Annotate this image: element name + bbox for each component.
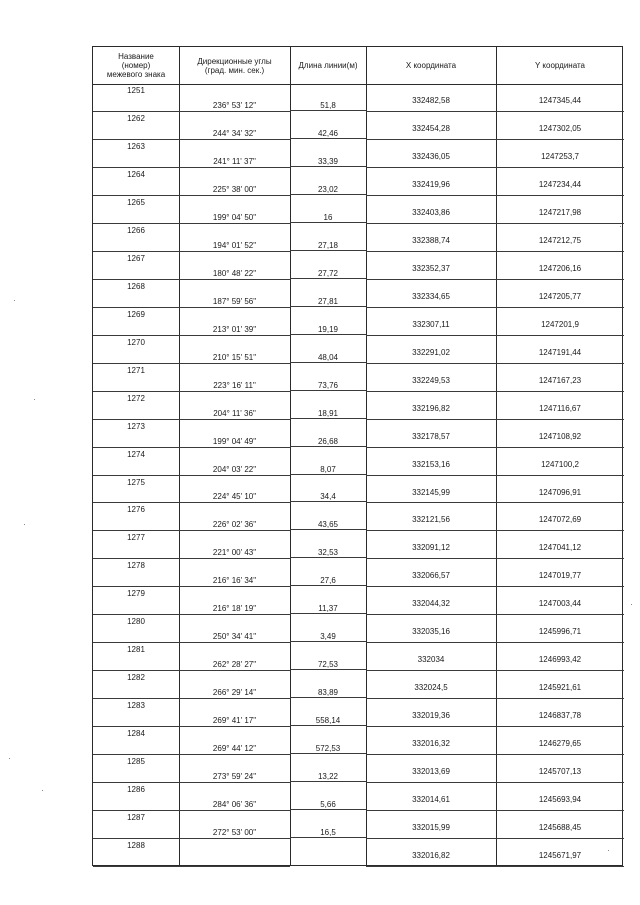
- row-divider: [93, 279, 290, 280]
- y-coordinate: 1247019,77: [538, 571, 582, 581]
- y-coordinate: 1247116,67: [539, 403, 581, 413]
- y-coordinate: 1247302,05: [538, 123, 582, 133]
- direction-angle: 244° 34' 32": [212, 128, 257, 138]
- line-length: 11,37: [318, 604, 338, 614]
- line-length: 3,49: [320, 632, 336, 642]
- line-length: 27,81: [317, 296, 339, 306]
- y-coordinate: 1247096,91: [538, 487, 582, 497]
- x-coordinate: 332388,74: [412, 235, 450, 245]
- x-coordinate: 332024,5: [414, 683, 448, 693]
- x-coordinate: 332403,86: [412, 207, 450, 217]
- column-divider: [179, 47, 180, 865]
- row-divider: [366, 698, 624, 699]
- direction-angle: 250° 34' 41": [212, 632, 257, 642]
- scan-speck: [631, 604, 632, 605]
- row-divider: [93, 391, 290, 392]
- row-divider: [366, 502, 624, 503]
- mark-name: 1273: [127, 421, 145, 431]
- row-divider: [93, 195, 290, 196]
- direction-angle: 241° 11' 37": [213, 156, 256, 166]
- mark-name: 1264: [127, 169, 145, 179]
- mark-name: 1274: [127, 449, 145, 459]
- row-divider: [366, 726, 624, 727]
- y-coordinate: 1247100,2: [541, 459, 579, 469]
- mark-name: 1285: [127, 757, 145, 767]
- line-length: 16,5: [320, 828, 336, 838]
- mark-name: 1268: [127, 281, 145, 291]
- mark-name: 1271: [127, 365, 145, 375]
- row-divider: [93, 810, 290, 811]
- scan-speck: [14, 300, 15, 301]
- row-divider: [366, 586, 624, 587]
- scan-speck: [620, 226, 621, 227]
- column-divider: [290, 47, 291, 865]
- x-coordinate: 332145,99: [412, 487, 450, 497]
- y-coordinate: 1247072,69: [538, 515, 582, 525]
- y-coordinate: 1245996,71: [538, 627, 582, 637]
- direction-angle: 216° 18' 19": [212, 604, 257, 614]
- row-divider: [93, 139, 290, 140]
- x-coordinate: 332419,96: [412, 179, 450, 189]
- y-coordinate: 1247234,44: [538, 179, 582, 189]
- row-divider: [93, 111, 290, 112]
- row-divider: [366, 810, 624, 811]
- direction-angle: 226° 02' 36": [212, 520, 257, 530]
- x-coordinate: 332091,12: [412, 543, 450, 553]
- y-coordinate: 1247041,12: [538, 543, 582, 553]
- line-length: 27,18: [317, 240, 339, 250]
- row-divider: [366, 419, 624, 420]
- direction-angle: 273° 59' 24": [212, 772, 257, 782]
- x-coordinate: 332019,36: [412, 711, 450, 721]
- direction-angle: 204° 11' 36": [213, 408, 256, 418]
- mark-name: 1279: [127, 589, 145, 599]
- row-divider: [93, 167, 290, 168]
- y-coordinate: 1247253,7: [541, 151, 579, 161]
- y-coordinate: 1247205,77: [538, 291, 582, 301]
- x-coordinate: 332307,11: [412, 319, 450, 329]
- x-coordinate: 332066,57: [412, 571, 450, 581]
- line-length: 72,53: [317, 660, 339, 670]
- row-divider: [366, 139, 624, 140]
- line-length: 34,4: [320, 492, 336, 502]
- x-coordinate: 332016,32: [412, 739, 450, 749]
- x-coordinate: 332013,69: [412, 767, 450, 777]
- mark-name: 1267: [127, 253, 145, 263]
- scan-speck: [34, 399, 35, 400]
- row-divider: [93, 530, 290, 531]
- scan-speck: [42, 790, 43, 791]
- row-divider: [93, 782, 290, 783]
- row-divider: [93, 586, 290, 587]
- row-divider: [366, 167, 624, 168]
- row-divider: [366, 530, 624, 531]
- x-coordinate: 332334,65: [412, 291, 450, 301]
- line-length: 32,53: [317, 548, 339, 558]
- header-direction-angle: Дирекционные углы (град. мин. сек.): [197, 56, 272, 75]
- direction-angle: 236° 53' 12": [212, 100, 257, 110]
- header-y-coordinate: Y координата: [534, 61, 586, 70]
- row-divider: [93, 223, 290, 224]
- row-divider: [93, 754, 290, 755]
- row-divider: [366, 614, 624, 615]
- mark-name: 1286: [127, 785, 145, 795]
- y-coordinate: 1247108,92: [538, 431, 582, 441]
- mark-name: 1262: [127, 113, 145, 123]
- x-coordinate: 332454,28: [412, 123, 450, 133]
- row-divider: [366, 363, 624, 364]
- x-coordinate: 332153,16: [412, 459, 450, 469]
- mark-name: 1282: [127, 673, 145, 683]
- row-divider: [366, 558, 624, 559]
- y-coordinate: 1246279,65: [538, 739, 582, 749]
- mark-name: 1287: [127, 813, 145, 823]
- direction-angle: 213° 01' 39": [212, 324, 257, 334]
- direction-angle: 180° 48' 22": [212, 268, 257, 278]
- y-coordinate: 1246837,78: [538, 711, 582, 721]
- y-coordinate: 1245688,45: [538, 823, 582, 833]
- mark-name: 1270: [127, 337, 145, 347]
- x-coordinate: 332352,37: [412, 263, 450, 273]
- direction-angle: 272° 53' 00": [212, 828, 257, 838]
- row-divider: [93, 698, 290, 699]
- header-mark-name: Название (номер) межевого знака: [106, 52, 166, 79]
- direction-angle: 199° 04' 49": [212, 436, 257, 446]
- mark-name: 1280: [127, 617, 145, 627]
- y-coordinate: 1247217,98: [538, 207, 582, 217]
- row-divider: [93, 475, 290, 476]
- scan-speck: [608, 850, 609, 851]
- x-coordinate: 332035,16: [412, 627, 450, 637]
- y-coordinate: 1247191,44: [538, 347, 582, 357]
- mark-name: 1278: [127, 561, 145, 571]
- row-divider: [366, 866, 624, 867]
- y-coordinate: 1245671,97: [538, 851, 582, 861]
- mark-name: 1283: [127, 701, 145, 711]
- row-divider: [93, 447, 290, 448]
- x-coordinate: 332178,57: [412, 431, 450, 441]
- row-divider: [366, 670, 624, 671]
- y-coordinate: 1245707,13: [538, 767, 582, 777]
- line-length: 572,53: [315, 744, 341, 754]
- direction-angle: 221° 00' 43": [212, 548, 257, 558]
- line-length: 42,46: [317, 128, 339, 138]
- row-divider: [366, 195, 624, 196]
- row-divider: [93, 335, 290, 336]
- row-divider: [93, 419, 290, 420]
- direction-angle: 187° 59' 56": [212, 296, 257, 306]
- mark-name: 1263: [127, 141, 145, 151]
- direction-angle: 223° 16' 11": [213, 380, 256, 390]
- line-length: 18,91: [317, 408, 339, 418]
- y-coordinate: 1247206,16: [538, 263, 582, 273]
- direction-angle: 194° 01' 52": [212, 240, 257, 250]
- mark-name: 1281: [127, 645, 145, 655]
- x-coordinate: 332044,32: [412, 599, 450, 609]
- row-divider: [366, 307, 624, 308]
- direction-angle: 262° 28' 27": [212, 660, 257, 670]
- line-length: 73,76: [317, 380, 339, 390]
- y-coordinate: 1246993,42: [538, 655, 582, 665]
- y-coordinate: 1247345,44: [538, 96, 582, 105]
- row-divider: [366, 838, 624, 839]
- line-length: 16: [323, 212, 333, 222]
- y-coordinate: 1245921,61: [538, 683, 582, 693]
- x-coordinate: 332249,53: [412, 375, 450, 385]
- line-length: 43,65: [317, 520, 339, 530]
- row-divider: [93, 307, 290, 308]
- direction-angle: 216° 16' 34": [212, 576, 257, 586]
- mark-name: 1288: [127, 841, 145, 851]
- x-coordinate: 332015,99: [412, 823, 450, 833]
- line-length: 26,68: [317, 436, 339, 446]
- direction-angle: 199° 04' 50": [212, 212, 257, 222]
- row-divider: [366, 391, 624, 392]
- y-coordinate: 1247003,44: [538, 599, 582, 609]
- direction-angle: 224° 45' 10": [212, 492, 257, 502]
- direction-angle: 266° 29' 14": [212, 688, 257, 698]
- direction-angle: 284° 06' 36": [212, 800, 257, 810]
- coordinate-table: [92, 46, 623, 866]
- header-divider: [93, 84, 622, 85]
- row-divider: [93, 642, 290, 643]
- line-length: 19,19: [317, 324, 339, 334]
- line-length: 23,02: [317, 184, 339, 194]
- direction-angle: 225° 38' 00": [212, 184, 257, 194]
- x-coordinate: 332121,56: [412, 515, 450, 525]
- row-divider: [366, 475, 624, 476]
- x-coordinate: 332436,05: [412, 151, 450, 161]
- mark-name: 1266: [127, 225, 145, 235]
- row-divider: [366, 447, 624, 448]
- y-coordinate: 1245693,94: [538, 795, 582, 805]
- line-length: 5,66: [320, 800, 336, 810]
- row-divider: [366, 754, 624, 755]
- row-divider: [93, 614, 290, 615]
- row-divider: [366, 111, 624, 112]
- line-length: 27,72: [317, 268, 339, 278]
- row-divider: [93, 363, 290, 364]
- y-coordinate: 1247201,9: [541, 319, 579, 329]
- line-length: 27,6: [320, 576, 336, 586]
- line-length: 83,89: [317, 688, 339, 698]
- row-divider: [93, 251, 290, 252]
- line-length: 48,04: [317, 352, 339, 362]
- header-line-length: Длина линии(м): [298, 61, 358, 70]
- line-length: 33,39: [317, 156, 339, 166]
- x-coordinate: 332016,82: [412, 851, 450, 861]
- x-coordinate: 332482,58: [412, 96, 450, 105]
- mark-name: 1265: [127, 197, 145, 207]
- x-coordinate: 332034: [417, 655, 445, 665]
- row-divider: [93, 558, 290, 559]
- row-divider: [366, 335, 624, 336]
- row-divider: [93, 838, 290, 839]
- direction-angle: 204° 03' 22": [212, 464, 257, 474]
- x-coordinate: 332014,61: [412, 795, 450, 805]
- row-divider: [93, 866, 290, 867]
- mark-name: 1272: [127, 393, 145, 403]
- line-length: 51,8: [320, 100, 336, 110]
- mark-name: 1269: [127, 309, 145, 319]
- row-divider: [366, 251, 624, 252]
- scan-speck: [24, 524, 25, 525]
- mark-name: 1276: [127, 505, 145, 515]
- row-divider: [366, 782, 624, 783]
- scan-speck: [9, 758, 10, 759]
- mark-name: 1251: [127, 86, 145, 95]
- row-divider: [93, 670, 290, 671]
- mark-name: 1275: [127, 477, 145, 487]
- row-divider: [366, 642, 624, 643]
- y-coordinate: 1247167,23: [538, 375, 582, 385]
- header-x-coordinate: X координата: [405, 61, 457, 70]
- direction-angle: 269° 41' 17": [212, 716, 257, 726]
- row-divider: [93, 726, 290, 727]
- x-coordinate: 332291,02: [412, 347, 450, 357]
- row-divider: [366, 223, 624, 224]
- line-length: 13,22: [317, 772, 339, 782]
- x-coordinate: 332196,82: [412, 403, 450, 413]
- mark-name: 1277: [127, 533, 145, 543]
- direction-angle: 269° 44' 12": [212, 744, 257, 754]
- direction-angle: 210° 15' 51": [212, 352, 257, 362]
- line-length: 8,07: [320, 464, 336, 474]
- mark-name: 1284: [127, 729, 145, 739]
- row-divider: [93, 502, 290, 503]
- line-length: 558,14: [315, 716, 341, 726]
- y-coordinate: 1247212,75: [538, 235, 582, 245]
- row-divider: [366, 279, 624, 280]
